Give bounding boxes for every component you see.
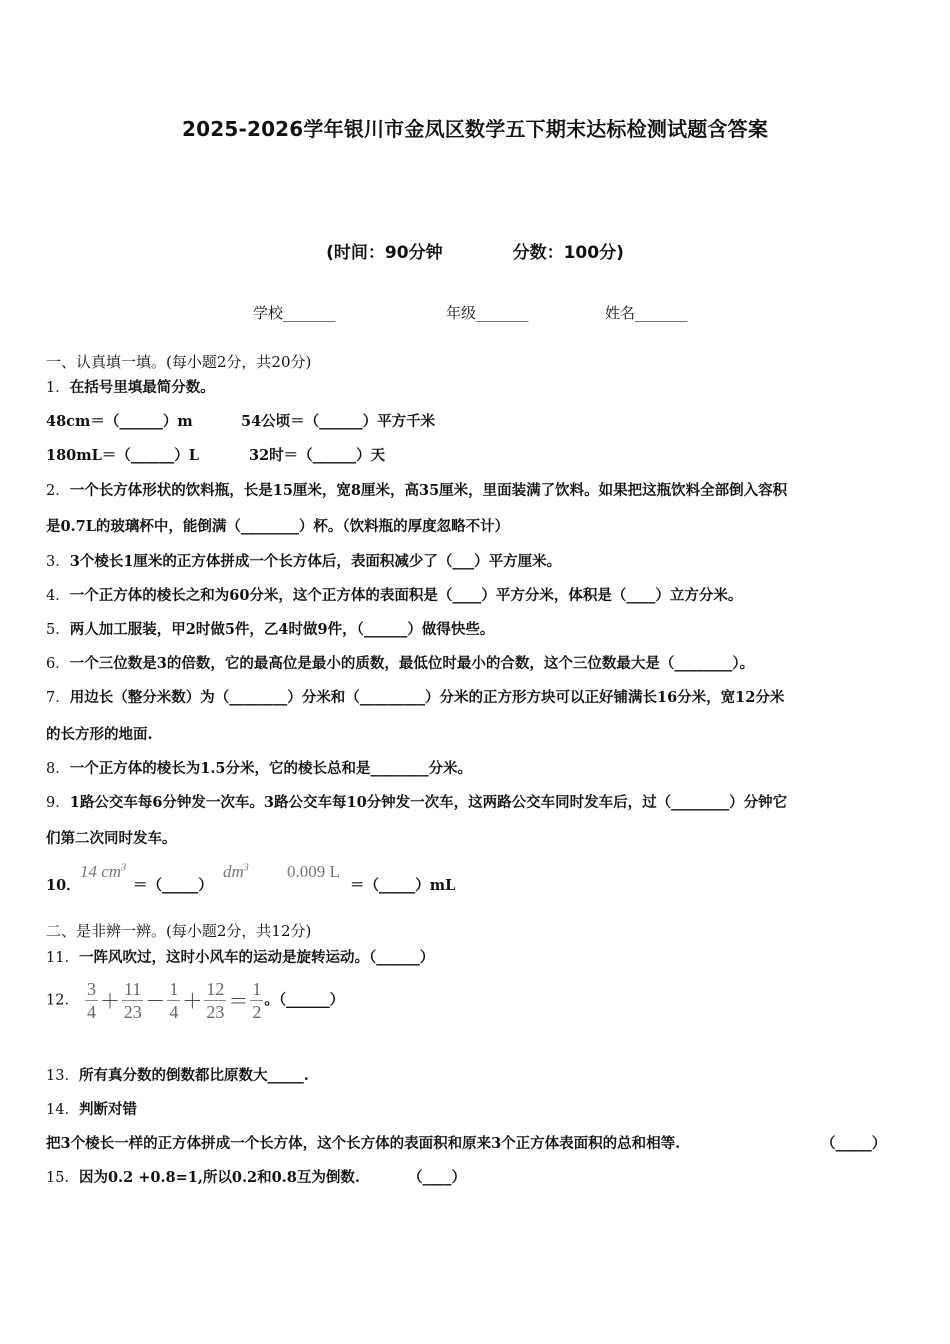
fraction bbox=[85, 978, 98, 1023]
question-2-cont: 是0.7L的玻璃杯中，能倒满（________）杯。（饮料瓶的厚度忽略不计） bbox=[46, 518, 510, 535]
school-field: 学校_______ bbox=[253, 304, 336, 322]
q1-item-b: 54公顷＝（______）平方千米 bbox=[241, 413, 436, 430]
question-4 bbox=[46, 584, 742, 605]
question-10-number: 10． bbox=[46, 877, 81, 894]
denominator: 4 bbox=[169, 1002, 179, 1022]
grade-field: 年级_______ bbox=[446, 304, 529, 322]
q10-dm-unit: dm bbox=[223, 862, 244, 881]
question-3 bbox=[46, 550, 561, 571]
denominator: 23 bbox=[206, 1002, 225, 1022]
question-number: 6． bbox=[46, 656, 70, 672]
q10-blank-1: ＝（_____） bbox=[133, 877, 213, 894]
q1-item-a: 48cm＝（______）m bbox=[46, 413, 193, 430]
question-14 bbox=[46, 1098, 137, 1119]
numerator: 3 bbox=[87, 979, 97, 999]
question-14-statement: 把3个棱长一样的正方体拼成一个长方体，这个长方体的表面积和原来3个正方体表面积的总和相等. bbox=[46, 1135, 681, 1152]
q10-expr-2 bbox=[223, 862, 249, 882]
time-info: (时间：90分钟 bbox=[326, 243, 443, 263]
question-text: 两人加工服装，甲2时做5件，乙4时做9件，（______）做得快些。 bbox=[69, 621, 495, 638]
answer-blank: 。（______） bbox=[264, 991, 345, 1009]
minus-sign: － bbox=[145, 988, 166, 1013]
fraction bbox=[167, 978, 180, 1023]
question-number: 3． bbox=[46, 554, 70, 570]
question-15 bbox=[46, 1166, 360, 1187]
question-text: 用边长（整分米数）为（________）分米和（_________）分米的正方形方块可以正好铺满长16分米，宽12分米 bbox=[69, 689, 785, 706]
question-text: 因为0.2 +0.8=1,所以0.2和0.8互为倒数. bbox=[78, 1169, 360, 1186]
plus-sign: ＋ bbox=[182, 988, 203, 1013]
fraction bbox=[204, 978, 226, 1023]
q1-item-d: 32时＝（______）天 bbox=[249, 447, 386, 464]
question-number: 11． bbox=[46, 950, 79, 966]
fraction bbox=[250, 978, 263, 1023]
numerator: 12 bbox=[206, 979, 225, 999]
score-info: 分数：100分) bbox=[512, 243, 624, 263]
q1-item-c: 180mL＝（______）L bbox=[46, 447, 200, 464]
section-1-heading: 一、认真填一填。(每小题2分，共20分) bbox=[46, 353, 312, 371]
question-text: 3个棱长1厘米的正方体拼成一个长方体后，表面积减少了（___）平方厘米。 bbox=[69, 553, 562, 570]
numerator: 11 bbox=[124, 979, 142, 999]
question-number: 12． bbox=[46, 992, 79, 1009]
q10-sup-2: 3 bbox=[243, 862, 249, 874]
question-2 bbox=[46, 479, 787, 500]
question-15-blank: （____） bbox=[408, 1169, 466, 1186]
question-11 bbox=[46, 946, 434, 967]
question-6 bbox=[46, 652, 754, 673]
question-number: 7． bbox=[46, 690, 70, 706]
fraction bbox=[122, 978, 143, 1023]
question-9-cont: 们第二次同时发车。 bbox=[46, 830, 177, 847]
question-number: 5． bbox=[46, 622, 70, 638]
question-5 bbox=[46, 618, 494, 639]
equals-sign: ＝ bbox=[228, 988, 249, 1013]
question-text: 一个正方体的棱长为1.5分米，它的棱长总和是________分米。 bbox=[69, 760, 472, 777]
q10-expr-1 bbox=[80, 862, 126, 882]
name-field: 姓名_______ bbox=[605, 304, 688, 322]
question-13 bbox=[46, 1064, 309, 1085]
exam-info bbox=[0, 238, 950, 263]
question-1 bbox=[46, 376, 215, 397]
question-number: 8． bbox=[46, 761, 70, 777]
question-text: 判断对错 bbox=[78, 1101, 137, 1118]
question-text: 在括号里填最简分数。 bbox=[69, 379, 215, 396]
question-number: 14． bbox=[46, 1102, 79, 1118]
question-number: 4． bbox=[46, 588, 70, 604]
question-9 bbox=[46, 791, 787, 812]
plus-sign: ＋ bbox=[100, 988, 121, 1013]
question-14-blank: （_____） bbox=[821, 1135, 887, 1152]
question-number: 9． bbox=[46, 795, 70, 811]
question-text: 一阵风吹过，这时小风车的运动是旋转运动。（______） bbox=[78, 949, 435, 966]
section-2-heading: 二、是非辨一辨。(每小题2分，共12分) bbox=[46, 922, 312, 940]
q10-sup: 3 bbox=[121, 862, 127, 874]
question-text: 一个正方体的棱长之和为60分米，这个正方体的表面积是（____）平方分米，体积是（____）立方分米。 bbox=[69, 587, 743, 604]
question-12 bbox=[46, 978, 344, 1023]
question-number: 13． bbox=[46, 1068, 79, 1084]
question-text: 一个长方体形状的饮料瓶，长是15厘米，宽8厘米，高35厘米，里面装满了饮料。如果把这瓶饮料全部倒入容积 bbox=[69, 482, 788, 499]
denominator: 23 bbox=[123, 1002, 142, 1022]
q10-expr-3: 0.009 L bbox=[287, 862, 340, 881]
question-number: 15． bbox=[46, 1170, 79, 1186]
question-8 bbox=[46, 757, 472, 778]
q10-blank-2: ＝（_____）mL bbox=[350, 877, 456, 894]
page-title: 2025-2026学年银川市金凤区数学五下期末达标检测试题含答案 bbox=[181, 117, 769, 141]
numerator: 1 bbox=[169, 979, 179, 999]
question-number: 2． bbox=[46, 483, 70, 499]
question-text: 一个三位数是3的倍数，它的最高位是最小的质数，最低位时最小的合数，这个三位数最大是（________）。 bbox=[69, 655, 755, 672]
question-7 bbox=[46, 686, 784, 707]
denominator: 4 bbox=[87, 1002, 97, 1022]
question-text: 1路公交车每6分钟发一次车。3路公交车每10分钟发一次车，这两路公交车同时发车后，过（________）分钟它 bbox=[69, 794, 788, 811]
question-number: 1． bbox=[46, 380, 70, 396]
question-text: 所有真分数的倒数都比原数大_____. bbox=[78, 1067, 309, 1084]
numerator: 1 bbox=[252, 979, 262, 999]
q10-cm-value: 14 cm bbox=[80, 862, 122, 881]
question-7-cont: 的长方形的地面. bbox=[46, 726, 153, 743]
denominator: 2 bbox=[252, 1002, 262, 1022]
